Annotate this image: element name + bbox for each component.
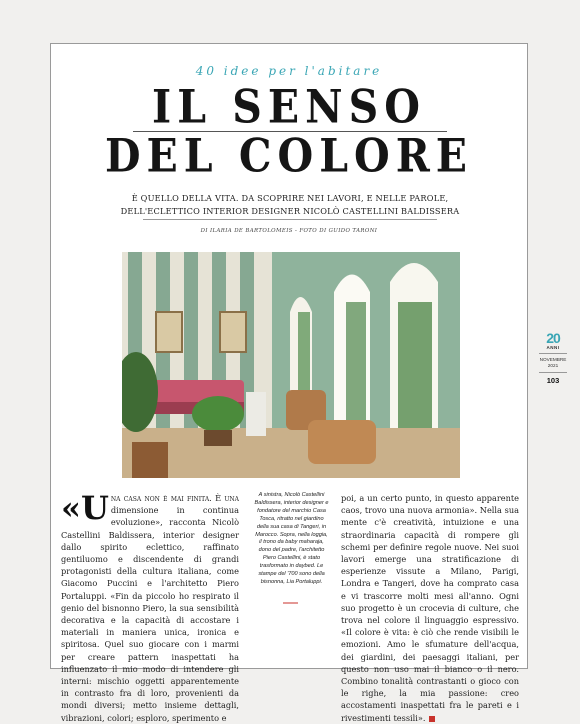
issue-year: 2021 (547, 363, 559, 368)
issue-sidebar (536, 331, 570, 385)
kicker: 40 idee per l'abitare (195, 64, 383, 78)
title-line-2: DEL COLORE (104, 129, 474, 183)
body-column-2 (341, 492, 519, 724)
sidebar-divider-2 (539, 372, 567, 373)
subtitle-line-2: DELL'ECLETTICO INTERIOR DESIGNER NICOLÒ CASTELLINI BALDISSERA (120, 205, 460, 216)
photo-caption: A sinistra, Nicolò Castellini Baldissera, interior designer e fondatore del marchio Casa Tosca, ritratto nel giardino della sua casa di Tangeri, in Marocco. Sopra, nella loggia, il trono da baby maharaja, dono del padre, l'architetto Piero Castellini, è stato trasformato in daybed. Le stampe del '700 sono della bisnonna, Lia Portaluppi. (254, 492, 329, 585)
end-mark-icon (429, 716, 435, 722)
loggia-photo (122, 252, 460, 478)
anniversary-label: ANNI (546, 345, 560, 350)
drop-quote: «U (61, 489, 109, 527)
caption-ornament (283, 602, 298, 604)
anniversary-logo: 20 (546, 330, 560, 346)
body-text-1: dimensione in continua evoluzione», racconta Nicolò Castellini Baldissera, interior designer dallo spirito eclettico, raffinato gentiluomo e discendente di grandi protagonisti della cultura italiana, come Giacomo Puccini e l'architetto Piero Portaluppi. «Fin da piccolo ho respirato il genio del bisnonno Piero, la sua sensibilità decorativa e la capacità di accostare i materiali in maniera unica, ironica e spiritosa. Quel suo giocare con i marmi per creare pattern inaspettati ha influenzato il mio modo di intendere gli interni: mischio oggetti apparentemente in contrasto fra di loro, provenienti da mondi diversi; metto insieme dettagli, vibrazioni, colori; esploro, sperimento e (61, 505, 239, 723)
magazine-page (50, 43, 528, 723)
subtitle (71, 192, 509, 217)
page-number: 103 (546, 376, 560, 385)
body-column-1 (61, 489, 239, 724)
title-line-1: IL SENSO (152, 80, 426, 134)
issue-month: NOVEMBRE (539, 357, 567, 362)
lead-in: na casa non è mai finita. È una (110, 493, 239, 503)
sidebar-divider (539, 353, 567, 354)
subtitle-divider (143, 219, 437, 220)
body-text-2: poi, a un certo punto, in questo apparente caos, trovo una nuova armonia». Nella sua mente c'è creatività, intuizione e una straordinaria capacità di rompere gli schemi per definire regole nuove. Nei suoi lavori emerge una stratificazione di esperienze vissute a Milano, Parigi, Londra e Tangeri, dove ha comprato casa e vi trascorre molti mesi all'anno. Ogni suo progetto è un crocevia di culture, che trova nel colore il linguaggio espressivo. «Il colore è vita: è ciò che rende visibili le emozioni. Amo le sfumature dell'acqua, dei giardini, dei paesaggi italiani, per questo non uso mai il bianco o il nero. Combino tonalità contrastanti o gioco con le righe, la mia passione: creo accostamenti inaspettati fra le pareti e i rivestimenti tessili». (341, 493, 519, 723)
subtitle-line-1: È QUELLO DELLA VITA. DA SCOPRIRE NEI LAVORI, E NELLE PAROLE, (131, 193, 449, 203)
byline: DI ILARIA DE BARTOLOMEIS - FOTO DI GUIDO TARONI (200, 228, 378, 234)
